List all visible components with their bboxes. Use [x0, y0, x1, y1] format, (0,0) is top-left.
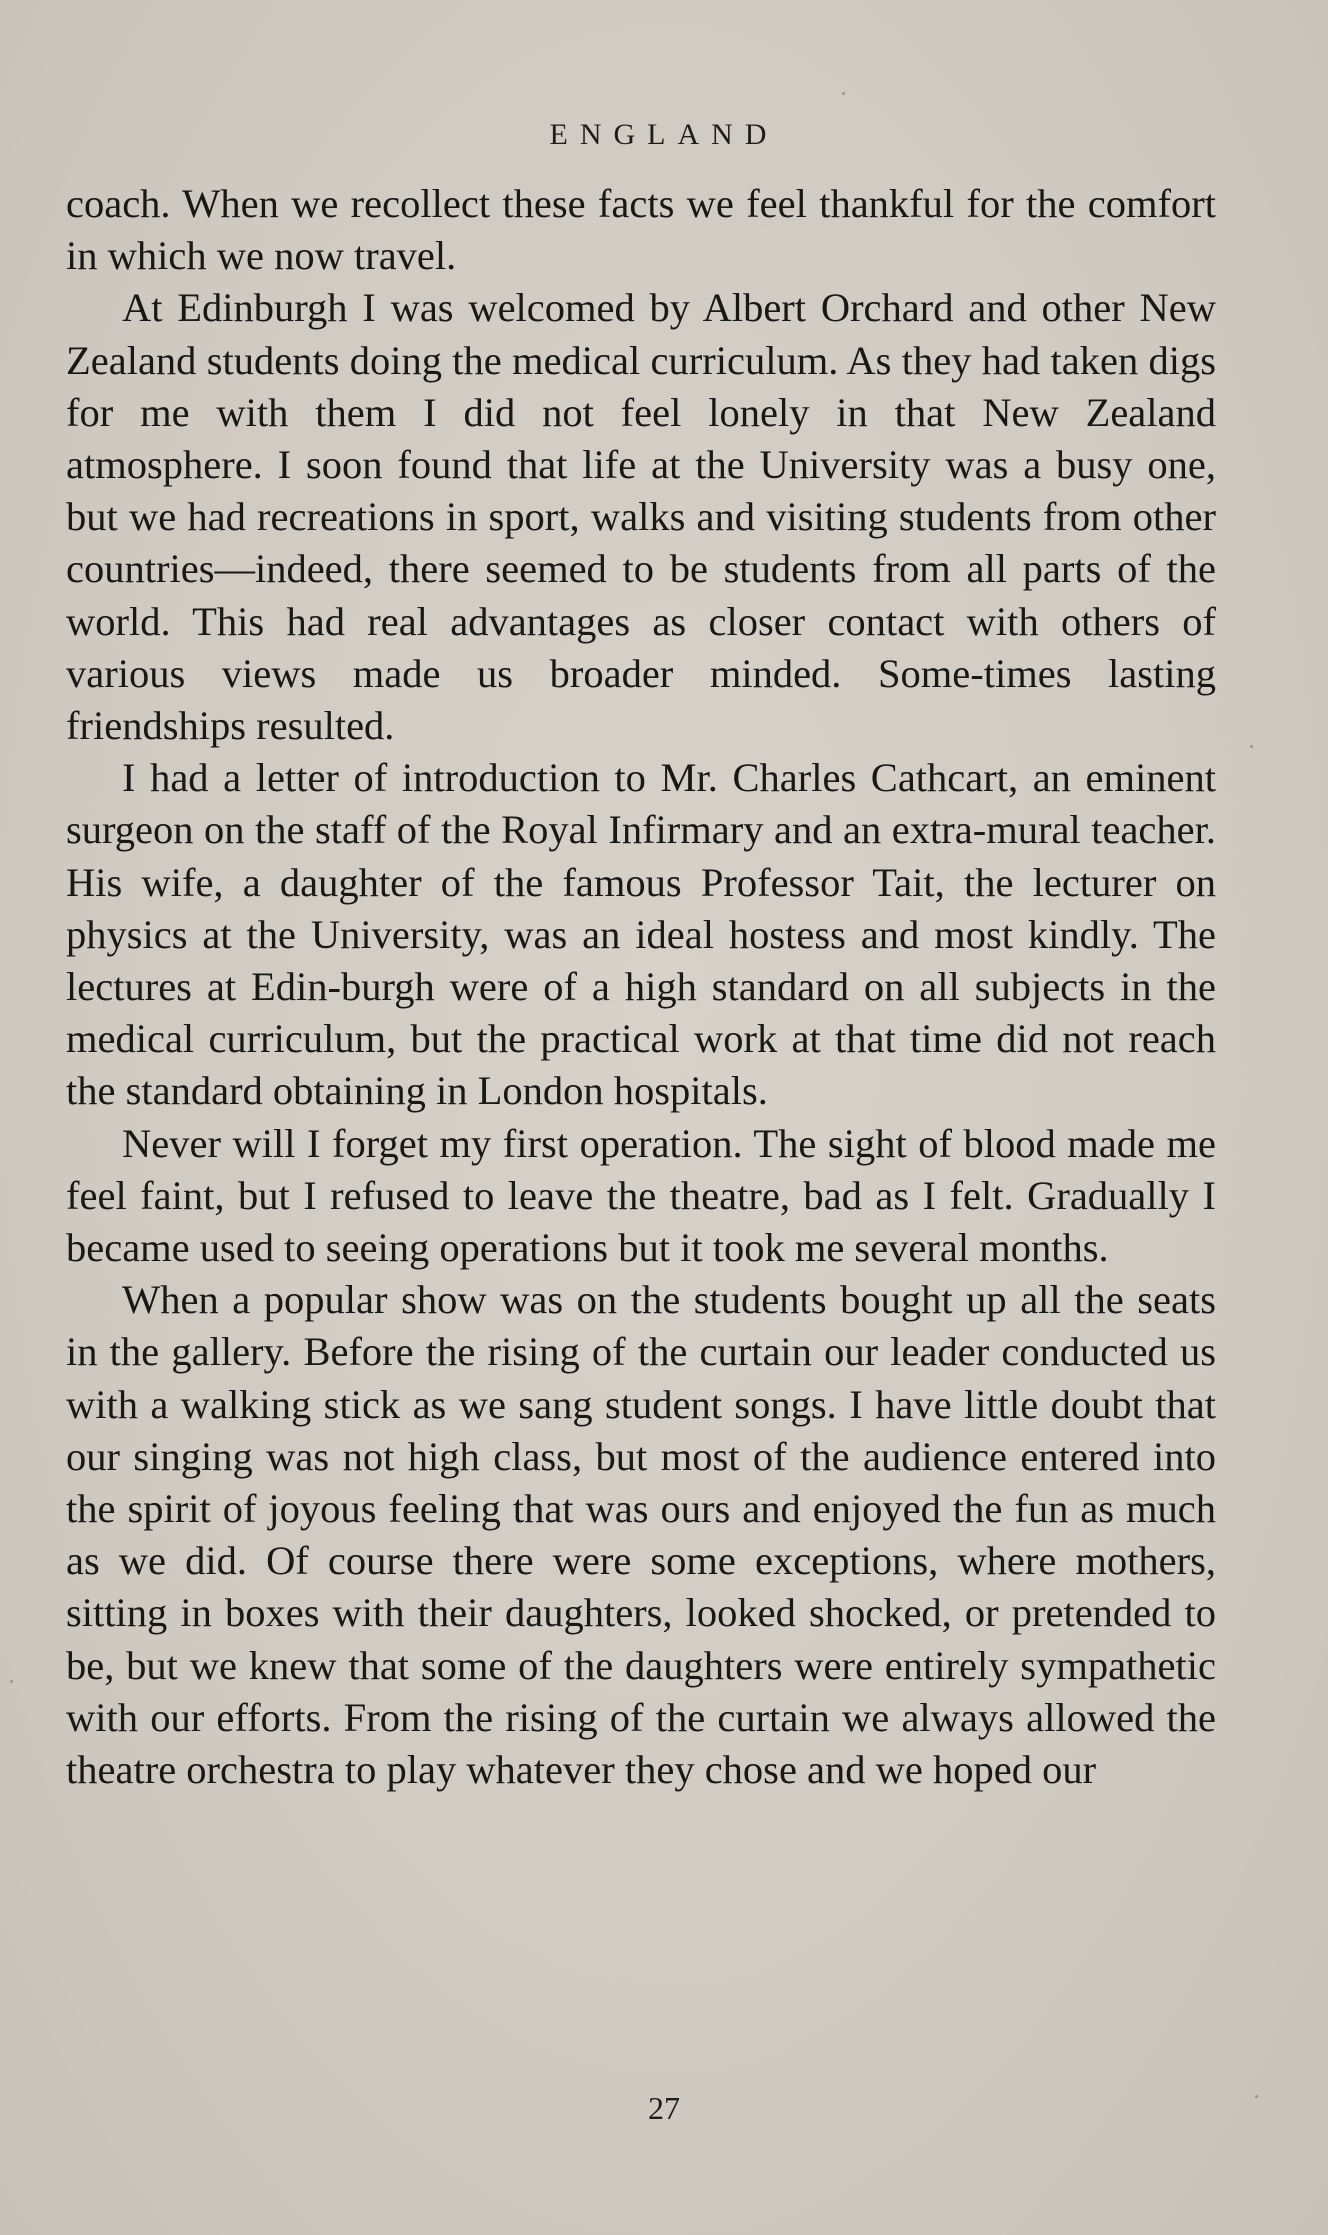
- paper-speck: [1255, 2095, 1258, 2098]
- paragraph-3: I had a letter of introduction to Mr. Charles Cathcart, an eminent surgeon on the staff of the Royal Infirmary and an extra‐mural teacher. His wife, a daughter of the famous Professor Tait, the lecturer on physics at the University, was an ideal hostess and most kindly. The lectures at Edin‐burgh were of a high standard on all subjects in the medical curriculum, but the practical work at that time did not reach the standard obtaining in London hospitals.: [66, 755, 1216, 1114]
- page-number: 27: [648, 2090, 680, 2126]
- paragraph-4: Never will I forget my first operation. The sight of blood made me feel faint, but I refused to leave the theatre, bad as I felt. Gradually I became used to seeing operations but it took me several months.: [66, 1120, 1216, 1271]
- paper-speck: [1250, 745, 1253, 748]
- paragraph-1: coach. When we recollect these facts we feel thankful for the comfort in which we now travel.: [66, 181, 1216, 279]
- running-head: ENGLAND: [549, 118, 779, 151]
- paper-speck: [10, 1680, 13, 1683]
- body-text: [66, 178, 1216, 1796]
- paragraph-5: When a popular show was on the students bought up all the seats in the gallery. Before the rising of the curtain our leader conducted us with a walking stick as we sang student songs. I have little doubt that our singing was not high class, but most of the audience entered into the spirit of joyous feeling that was ours and enjoyed the fun as much as we did. Of course there were some exceptions, where mothers, sitting in boxes with their daughters, looked shocked, or pretended to be, but we knew that some of the daughters were entirely sympathetic with our efforts. From the rising of the curtain we always allowed the theatre orchestra to play whatever they chose and we hoped our: [66, 1277, 1216, 1793]
- paper-speck: [842, 92, 845, 95]
- paragraph-2: At Edinburgh I was welcomed by Albert Orchard and other New Zealand students doing the medical curriculum. As they had taken digs for me with them I did not feel lonely in that New Zealand atmosphere. I soon found that life at the University was a busy one, but we had recreations in sport, walks and visiting students from other countries—indeed, there seemed to be students from all parts of the world. This had real advantages as closer contact with others of various views made us broader minded. Some‐times lasting friendships resulted.: [66, 285, 1216, 749]
